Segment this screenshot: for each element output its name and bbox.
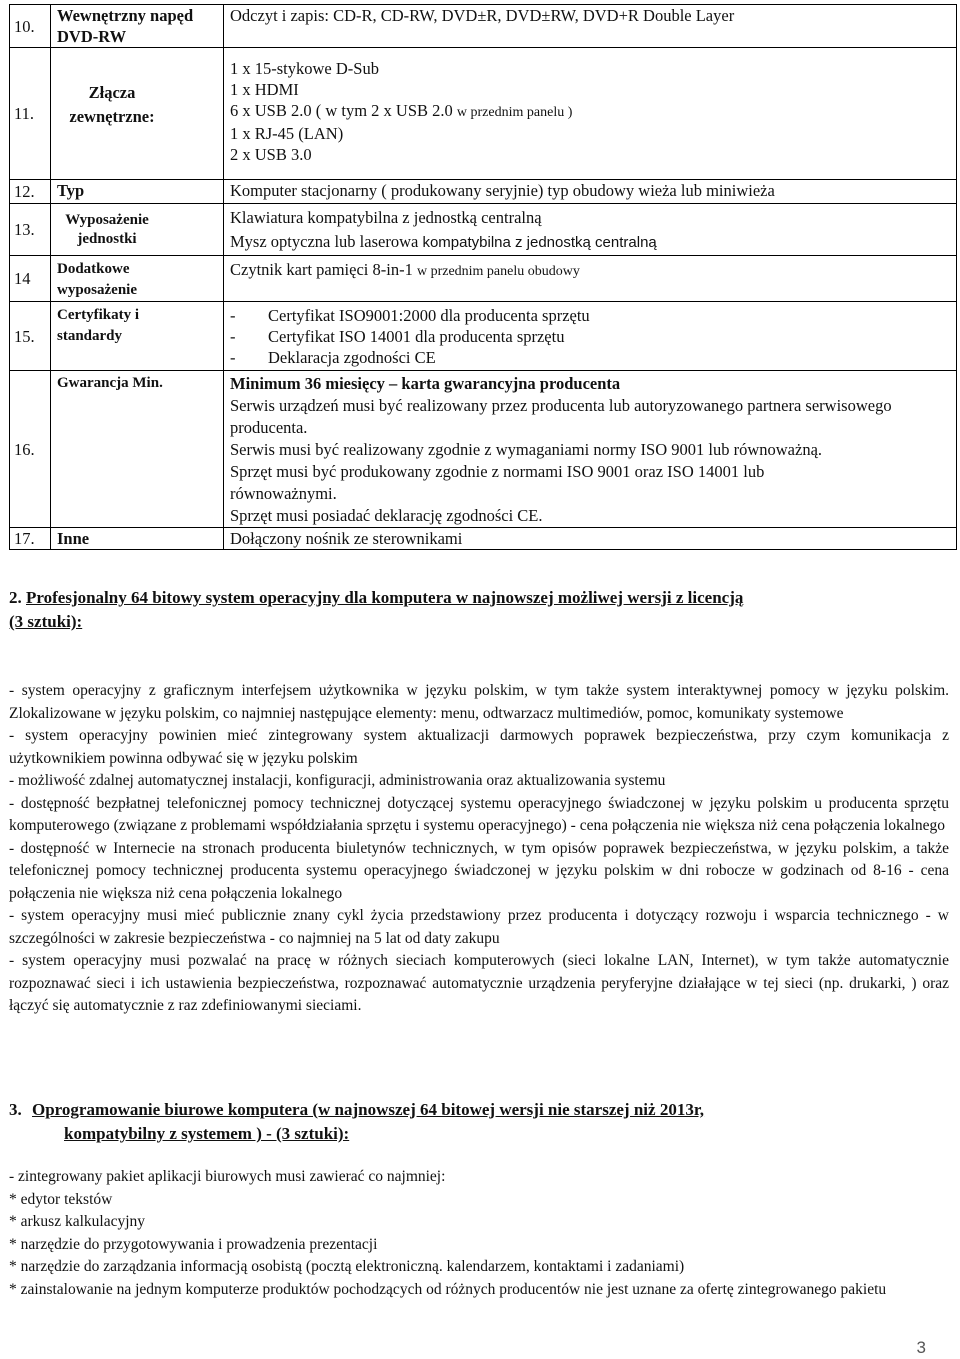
table-row <box>10 371 957 528</box>
paragraph: - system operacyjny musi pozwalać na pracę w różnych sieciach komputerowych (sieci lokalne LAN, Internet), w tym także automatycznie rozpoznawać sieci i ich ustawienia bezpieczeństwa, rozpoznawać automatycznie urządzenia peryferyjne działające w tej sieci (np. drukarki, ) oraz łączyć się automatycznie z raz zdefiniowanymi sieciami. <box>9 952 949 1014</box>
row-number: 10. <box>10 5 51 48</box>
row-number: 16. <box>10 371 51 528</box>
section-2-body <box>9 680 949 1018</box>
row-name <box>51 48 224 180</box>
row-name <box>51 256 224 302</box>
row-number: 14 <box>10 256 51 302</box>
list-item: * narzędzie do zarządzania informacją osobistą (pocztą elektroniczną. kalendarzem, kontaktami i zadaniami) <box>9 1258 685 1275</box>
value-line <box>230 305 950 326</box>
row-value <box>224 180 957 204</box>
table-row <box>10 256 957 302</box>
value-line: Serwis musi być realizowany zgodnie z wymaganiami normy ISO 9001 lub równoważną. <box>230 440 823 459</box>
value-text: Certyfikat ISO 14001 dla producenta sprzętu <box>268 327 565 346</box>
value-text: Certyfikat ISO9001:2000 dla producenta sprzętu <box>268 306 590 325</box>
value-line <box>230 326 950 347</box>
value-text: Deklaracja zgodności CE <box>268 348 436 367</box>
paragraph: - system operacyjny musi mieć publicznie znany cykl życia przedstawiony przez producenta i dotyczący rozwoju i wsparcia technicznego - w szczególności w zakresie bezpieczeństwa - co najmniej na 5 lat od daty zakupu <box>9 907 949 947</box>
section-title-cont: kompatybilny z systemem ) - (3 sztuki): <box>64 1124 350 1143</box>
section-3 <box>9 1098 949 1301</box>
row-value <box>224 204 957 256</box>
value-line: Sprzęt musi być produkowany zgodnie z normami ISO 9001 oraz ISO 14001 lub równoważnymi. <box>230 462 765 503</box>
value-line: 2 x USB 3.0 <box>230 145 312 164</box>
table-row <box>10 528 957 550</box>
table-row <box>10 302 957 371</box>
row-name-text: Złącza zewnętrzne: <box>69 82 155 126</box>
value-line: Dołączony nośnik ze sterownikami <box>230 529 463 548</box>
value-line: Odczyt i zapis: CD-R, CD-RW, DVD±R, DVD±RW, DVD+R Double Layer <box>230 6 735 25</box>
row-number: 17. <box>10 528 51 550</box>
section-2 <box>9 586 949 1018</box>
value-line: Komputer stacjonarny ( produkowany seryjnie) typ obudowy wieża lub miniwieża <box>230 181 775 200</box>
value-line: Klawiatura kompatybilna z jednostką centralną <box>230 208 542 227</box>
row-name-text: Dodatkowe wyposażenie <box>57 261 137 298</box>
value-text: w przednim panelu ) <box>456 105 573 120</box>
paragraph: - system operacyjny z graficznym interfejsem użytkownika w języku polskim, w tym także system interaktywnej pomocy w języku polskim. Zlokalizowane w języku polskim, co najmniej następujące elementy: menu, odtwarzacz multimediów, pomoc, komunikaty systemowe <box>9 682 949 722</box>
row-name: Typ <box>51 180 224 204</box>
row-value <box>224 256 957 302</box>
row-name-text: Certyfikaty i standardy <box>57 307 140 344</box>
row-number: 13. <box>10 204 51 256</box>
paragraph: - system operacyjny powinien mieć zintegrowany system aktualizacji darmowych poprawek bezpieczeństwa, przy czym komunikacja z użytkownikiem powinna odbywać się w języku polskim <box>9 727 949 767</box>
spec-table <box>9 4 957 550</box>
row-value <box>224 371 957 528</box>
paragraph: - zintegrowany pakiet aplikacji biurowych musi zawierać co najmniej: <box>9 1168 446 1185</box>
section-number: 2. <box>9 588 22 607</box>
row-name: Gwarancja Min. <box>51 371 224 528</box>
value-line <box>230 100 950 123</box>
list-item: * edytor tekstów <box>9 1190 113 1208</box>
row-value <box>224 302 957 371</box>
section-3-heading <box>9 1098 949 1146</box>
table-row <box>10 48 957 180</box>
value-line: 1 x 15-stykowe D-Sub <box>230 59 379 78</box>
row-value <box>224 48 957 180</box>
row-name <box>51 204 224 256</box>
row-name-text: Wyposażenie jednostki <box>65 211 149 247</box>
page-number: 3 <box>916 1338 926 1357</box>
dash: - <box>230 327 236 346</box>
value-text: 6 x USB 2.0 ( w tym 2 x USB 2.0 <box>230 101 453 120</box>
row-name: Wewnętrzny napęd DVD-RW <box>51 5 224 48</box>
list-item: * arkusz kalkulacyjny <box>9 1213 146 1230</box>
value-line: 1 x HDMI <box>230 80 299 99</box>
row-name <box>51 302 224 371</box>
dash: - <box>230 348 236 367</box>
table-row <box>10 5 957 48</box>
row-number: 12. <box>10 180 51 204</box>
row-value <box>224 5 957 48</box>
value-text: w przednim panelu obudowy <box>416 264 580 279</box>
section-title: Oprogramowanie biurowe komputera (w najnowszej 64 bitowej wersji nie starszej niż 2013r, <box>32 1100 705 1119</box>
paragraph: - możliwość zdalnej automatycznej instalacji, konfiguracji, administrowania oraz aktualizowania systemu <box>9 772 666 789</box>
value-line <box>230 347 950 368</box>
value-line: Minimum 36 miesięcy – karta gwarancyjna producenta <box>230 374 621 393</box>
row-number: 11. <box>10 48 51 180</box>
dash: - <box>230 306 236 325</box>
value-text: Mysz optyczna lub laserowa <box>230 232 419 251</box>
section-3-body <box>9 1166 949 1301</box>
section-title: Profesjonalny 64 bitowy system operacyjny dla komputera w najnowszej możliwej wersji z licencją <box>26 588 744 607</box>
list-item: * narzędzie do przygotowywania i prowadzenia prezentacji <box>9 1235 378 1253</box>
value-text: kompatybilna z jednostką centralną <box>422 234 657 251</box>
value-line: Sprzęt musi posiadać deklarację zgodności CE. <box>230 506 543 525</box>
paragraph: - dostępność bezpłatnej telefonicznej pomocy technicznej dotyczącej systemu operacyjnego świadczonej w języku polskim u producenta sprzętu komputerowego (związane z problemami współdziałania sprzętu i systemu operacyjnego) - cena połączenia nie większa niż cena połączenia lokalnego <box>9 794 949 834</box>
section-title-cont: (3 sztuki): <box>9 612 83 631</box>
value-text: Czytnik kart pamięci 8-in-1 <box>230 260 413 279</box>
value-line <box>230 231 950 253</box>
table-row <box>10 180 957 204</box>
value-line <box>230 259 950 282</box>
paragraph: - dostępność w Internecie na stronach producenta biuletynów technicznych, w tym opisów poprawek bezpieczeństwa, w języku polskim, a także telefonicznej pomocy technicznej producenta systemu operacyjnego świadczonej w języku polskim w dni robocze w godzinach od 8-16 - cena połączenia nie większa niż cena połączenia lokalnego <box>9 839 949 902</box>
list-item: * zainstalowanie na jednym komputerze produktów pochodzących od różnych producentów nie jest uznane za ofertę zintegrowanego pakietu <box>9 1280 887 1298</box>
row-name: Inne <box>51 528 224 550</box>
value-line: Serwis urządzeń musi być realizowany przez producenta lub autoryzowanego partnera serwisowego producenta. <box>230 396 892 437</box>
row-value <box>224 528 957 550</box>
value-line: 1 x RJ-45 (LAN) <box>230 124 344 143</box>
section-number: 3. <box>9 1100 22 1119</box>
row-number: 15. <box>10 302 51 371</box>
section-2-heading <box>9 586 949 634</box>
table-row <box>10 204 957 256</box>
